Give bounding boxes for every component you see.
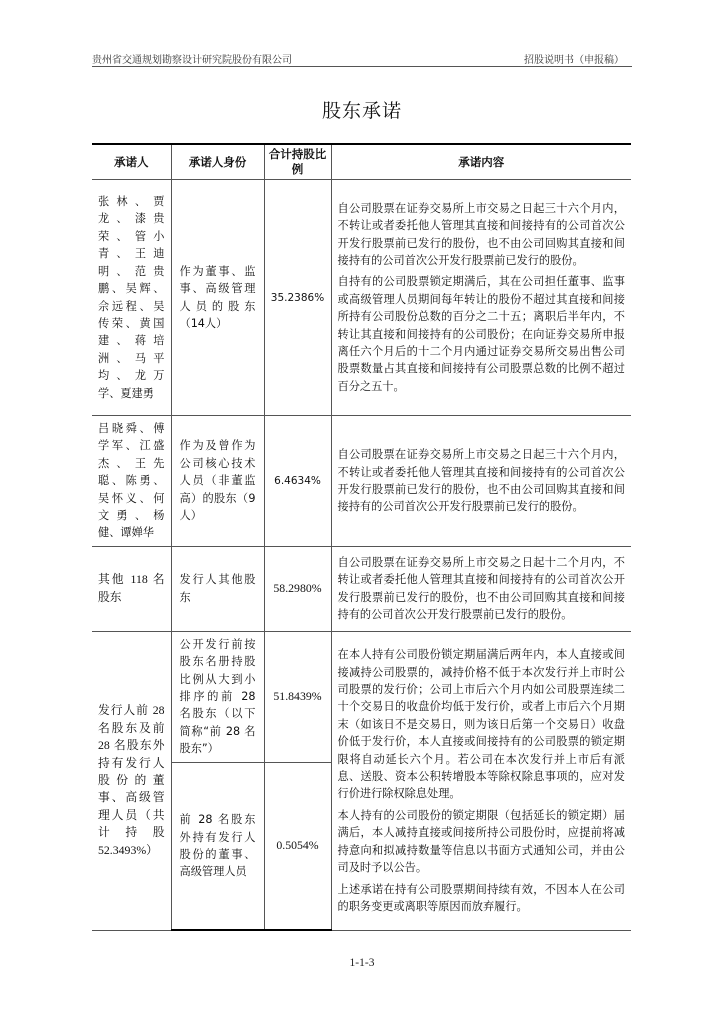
- row-ratio: 0.5054%: [264, 762, 331, 930]
- page-title: 股东承诺: [321, 100, 402, 122]
- row-content: [331, 631, 631, 930]
- content-paragraph: 自公司股票在证券交易所上市交易之日起十二个月内，不转让或者委托他人管理其直接和间接持有的公司首次公开发行股票前已发行的股份，也不由公司回购其直接和间接持有的公司首次公开发行股票前已发行的股份。: [337, 556, 625, 622]
- table-row: [92, 631, 631, 762]
- table-row: [92, 416, 631, 547]
- row-persons: 其他 118 名股东: [92, 546, 171, 631]
- table-header-row: [92, 144, 631, 180]
- content-paragraph: 本人持有的公司股份的锁定期限（包括延长的锁定期）届满后，本人减持直接或间接所持公司股份时，应提前将减持意向和拟减持数量等信息以书面方式通知公司，并由公司及时予以公告。: [337, 808, 625, 875]
- row-role: 作为及曾作为公司核心技术人员（非董监高）的股东（9人）: [171, 416, 264, 547]
- column-header-ratio: 合计持股比例: [264, 144, 331, 180]
- row-ratio: 51.8439%: [264, 631, 331, 762]
- row-ratio: 35.2386%: [264, 180, 331, 416]
- row-persons: 吕晓舜、傅学军、江盛杰、王先聪、陈勇、吴怀义、何文勇、杨健、谭婵华: [92, 416, 171, 547]
- row-persons: 发行人前 28 名股东及前 28 名股东外持有发行人股份的董事、高级管理人员（共计持股 52.3493%）: [92, 631, 171, 930]
- column-header-content: 承诺内容: [331, 144, 631, 180]
- row-persons: 张林、贾龙、漆贵荣、管小青、王迪明、范贵鹏、吴辉、佘远程、吴传荣、黄国建、蒋培洲、马平均、龙万学、夏建勇: [92, 180, 171, 416]
- row-role: 前 28 名股东外持有发行人股份的董事、高级管理人员: [171, 762, 264, 930]
- header-rule: [92, 66, 632, 67]
- row-ratio: 58.2980%: [264, 546, 331, 631]
- row-ratio: 6.4634%: [264, 416, 331, 547]
- header-company: 贵州省交通规划勘察设计研究院股份有限公司: [92, 55, 292, 66]
- content-paragraph: 上述承诺在持有公司股票期间持续有效，不因本人在公司的职务变更或离职等原因而放弃履行。: [337, 882, 625, 913]
- row-role: 公开发行前按股东名册持股比例从大到小排序的前 28 名股东（以下简称“前 28 名股东”）: [171, 631, 264, 762]
- row-content: [331, 180, 631, 416]
- content-paragraph: 自持有的公司股票锁定期满后，其在公司担任董事、监事或高级管理人员期间每年转让的股份不超过其直接和间接所持有公司股份总数的百分之二十五；离职后半年内，不转让其直接和间接持有的公司股份；在向证券交易所申报离任六个月后的十二个月内通过证券交易所交易出售公司股票数量占其直接和间接持有公司股票总数的比例不超过百分之五十。: [337, 275, 625, 393]
- column-header-role: 承诺人身份: [171, 144, 264, 180]
- header-document-type: 招股说明书（申报稿）: [524, 55, 624, 66]
- content-paragraph: 在本人持有公司股份锁定期届满后两年内，本人直接或间接减持公司股票的，减持价格不低于本次发行并上市时公司股票的发行价；公司上市后六个月内如公司股票连续二十个交易日的收盘价均低于发行价，或者上市后六个月期末（如该日不是交易日，则为该日后第一个交易日）收盘价低于发行价，本人直接或间接持有的公司股票的锁定期限将自动延长六个月。若公司在本次发行并上市后有派息、送股、资本公积转增股本等除权除息事项的，应对发行价进行除权除息处理。: [337, 648, 625, 801]
- row-content: [331, 546, 631, 631]
- commitment-table: [92, 143, 631, 931]
- row-content: [331, 416, 631, 547]
- row-role: 发行人其他股东: [171, 546, 264, 631]
- content-paragraph: 自公司股票在证券交易所上市交易之日起三十六个月内，不转让或者委托他人管理其直接和间接持有的公司首次公开发行股票前已发行的股份，也不由公司回购其直接和间接持有的公司首次公开发行股票前已发行的股份。: [337, 201, 625, 267]
- page-number: 1-1-3: [349, 957, 375, 969]
- content-paragraph: 自公司股票在证券交易所上市交易之日起三十六个月内，不转让或者委托他人管理其直接和间接持有的公司首次公开发行股票前已发行的股份，也不由公司回购其直接和间接持有的公司首次公开发行股票前已发行的股份。: [337, 448, 625, 514]
- row-role: 作为董事、监事、高级管理人员的股东（14人）: [171, 180, 264, 416]
- running-header: [92, 51, 632, 65]
- table-row: [92, 180, 631, 416]
- column-header-person: 承诺人: [92, 144, 171, 180]
- table-row: [92, 546, 631, 631]
